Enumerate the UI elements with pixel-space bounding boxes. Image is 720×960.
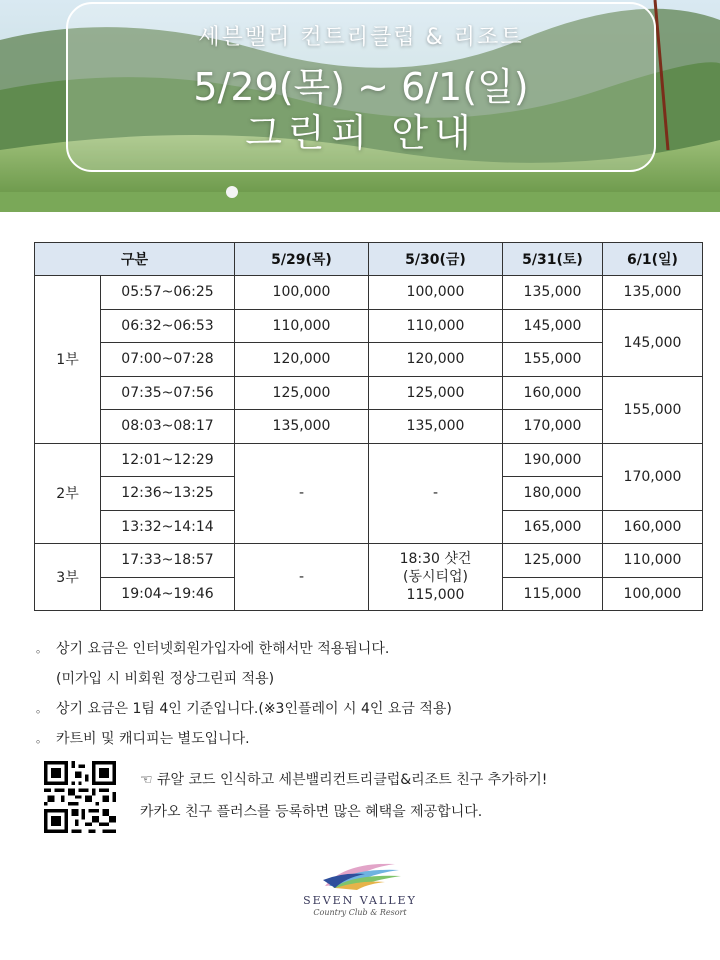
logo-subtitle: Country Club & Resort <box>313 908 407 917</box>
time-slot: 05:57~06:25 <box>101 276 235 310</box>
qr-description <box>140 766 547 830</box>
fee-fri: 135,000 <box>369 410 503 444</box>
time-slot: 13:32~14:14 <box>101 510 235 544</box>
qr-line-2: 카카오 친구 플러스를 등록하면 많은 혜택을 제공합니다. <box>140 804 483 820</box>
shotgun-fee: 115,000 <box>406 587 465 603</box>
fee-thu: 125,000 <box>235 376 369 410</box>
session-label: 1부 <box>35 276 101 444</box>
time-slot: 08:03~08:17 <box>101 410 235 444</box>
time-slot: 06:32~06:53 <box>101 309 235 343</box>
fee-fri: - <box>369 443 503 544</box>
header-sat: 5/31(토) <box>503 243 603 276</box>
fee-sat: 145,000 <box>503 309 603 343</box>
fee-sat: 190,000 <box>503 443 603 477</box>
time-slot: 07:35~07:56 <box>101 376 235 410</box>
time-slot: 19:04~19:46 <box>101 577 235 611</box>
qr-code-icon[interactable] <box>44 761 116 833</box>
green-fee-table <box>34 242 703 611</box>
header-category: 구분 <box>35 243 235 276</box>
note-bullet: 。 <box>36 732 47 745</box>
date-range: 5/29(목) ~ 6/1(일) <box>193 65 529 109</box>
fee-sun: 170,000 <box>603 443 703 510</box>
table-row <box>35 309 703 343</box>
fee-fri: 110,000 <box>369 309 503 343</box>
fee-thu: 100,000 <box>235 276 369 310</box>
title-box <box>66 2 656 172</box>
fee-sat: 165,000 <box>503 510 603 544</box>
fee-sat: 180,000 <box>503 477 603 511</box>
fee-thu: 120,000 <box>235 343 369 377</box>
table-row <box>35 410 703 444</box>
fee-fri: 120,000 <box>369 343 503 377</box>
fee-sun: 145,000 <box>603 309 703 376</box>
time-slot: 12:36~13:25 <box>101 477 235 511</box>
fee-sun: 110,000 <box>603 544 703 578</box>
header-fri: 5/30(금) <box>369 243 503 276</box>
note-item: (미가입 시 비회원 정상그린피 적용) <box>56 671 275 687</box>
fee-sat: 125,000 <box>503 544 603 578</box>
fee-sat: 160,000 <box>503 376 603 410</box>
note-item: 。 카트비 및 캐디피는 별도입니다. <box>36 726 452 756</box>
hero-banner <box>0 0 720 212</box>
seven-valley-logo <box>300 858 420 928</box>
time-slot: 07:00~07:28 <box>101 343 235 377</box>
fee-thu: 135,000 <box>235 410 369 444</box>
fee-sun: 100,000 <box>603 577 703 611</box>
note-bullet: 。 <box>36 702 47 715</box>
fee-sun: 135,000 <box>603 276 703 310</box>
note-item: 。 상기 요금은 1팀 4인 기준입니다.(※3인플레이 시 4인 요금 적용) <box>36 696 452 726</box>
logo-swoosh-icon <box>315 858 405 892</box>
club-name: 세븐밸리 컨트리클럽 & 리조트 <box>198 25 524 50</box>
page-title: 그린피 안내 <box>245 111 477 155</box>
fee-thu: - <box>235 443 369 544</box>
session-label: 3부 <box>35 544 101 611</box>
fee-fri: 100,000 <box>369 276 503 310</box>
fee-sat: 155,000 <box>503 343 603 377</box>
shotgun-time: 18:30 샷건 <box>399 551 472 567</box>
fee-thu: 110,000 <box>235 309 369 343</box>
fee-sun: 155,000 <box>603 376 703 443</box>
table-row <box>35 276 703 310</box>
table-row <box>35 544 703 578</box>
fee-sat: 135,000 <box>503 276 603 310</box>
header-thu: 5/29(목) <box>235 243 369 276</box>
header-sun: 6/1(일) <box>603 243 703 276</box>
table-header-row <box>35 243 703 276</box>
table-row <box>35 376 703 410</box>
fee-fri: 125,000 <box>369 376 503 410</box>
shotgun-note: (동시티업) <box>402 569 469 585</box>
session-label: 2부 <box>35 443 101 544</box>
logo-name: SEVEN VALLEY <box>303 894 417 907</box>
time-slot: 12:01~12:29 <box>101 443 235 477</box>
time-slot: 17:33~18:57 <box>101 544 235 578</box>
fee-sat: 170,000 <box>503 410 603 444</box>
table-row <box>35 343 703 377</box>
note-bullet: 。 <box>36 642 47 655</box>
notes-list <box>36 636 452 756</box>
note-item: 。 상기 요금은 인터넷회원가입자에 한해서만 적용됩니다. <box>36 636 452 666</box>
qr-line-1: ☜ 큐알 코드 인식하고 세븐밸리컨트리클럽&리조트 친구 추가하기! <box>140 772 548 788</box>
fee-fri-shotgun <box>369 544 503 611</box>
table-row <box>35 443 703 477</box>
fee-sun: 160,000 <box>603 510 703 544</box>
fee-sat: 115,000 <box>503 577 603 611</box>
fee-thu: - <box>235 544 369 611</box>
